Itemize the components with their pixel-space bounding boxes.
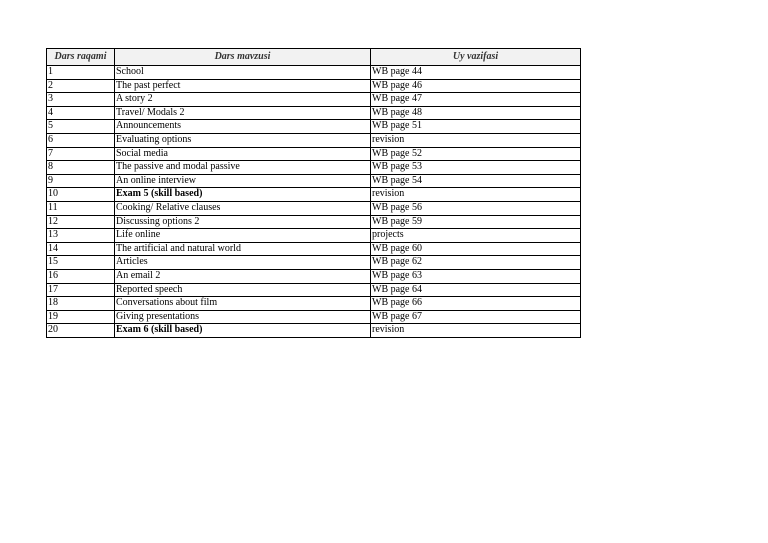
lesson-number-cell: 11	[47, 201, 115, 215]
lesson-number-cell: 2	[47, 79, 115, 93]
lesson-number-cell: 4	[47, 106, 115, 120]
table-row	[47, 133, 581, 147]
lesson-plan-table	[46, 48, 581, 338]
homework-cell: WB page 62	[371, 256, 581, 270]
lesson-topic-cell: Evaluating options	[115, 133, 371, 147]
lesson-topic-cell: Giving presentations	[115, 310, 371, 324]
homework-cell: WB page 60	[371, 242, 581, 256]
homework-cell: WB page 51	[371, 120, 581, 134]
lesson-topic-cell: An email 2	[115, 269, 371, 283]
homework-cell: projects	[371, 229, 581, 243]
table-row	[47, 66, 581, 80]
lesson-number-cell: 7	[47, 147, 115, 161]
lesson-number-cell: 15	[47, 256, 115, 270]
lesson-topic-cell: Life online	[115, 229, 371, 243]
lesson-topic-cell: Discussing options 2	[115, 215, 371, 229]
table-row	[47, 229, 581, 243]
homework-cell: WB page 66	[371, 297, 581, 311]
homework-cell: WB page 56	[371, 201, 581, 215]
table-row	[47, 79, 581, 93]
homework-cell: WB page 46	[371, 79, 581, 93]
table-row	[47, 161, 581, 175]
table-row	[47, 174, 581, 188]
homework-cell: WB page 63	[371, 269, 581, 283]
table-row	[47, 242, 581, 256]
lesson-number-cell: 16	[47, 269, 115, 283]
table-row	[47, 283, 581, 297]
lesson-topic-cell: Cooking/ Relative clauses	[115, 201, 371, 215]
lesson-topic-cell: The passive and modal passive	[115, 161, 371, 175]
table-header-row	[47, 49, 581, 66]
lesson-number-cell: 17	[47, 283, 115, 297]
table-row	[47, 310, 581, 324]
homework-cell: WB page 52	[371, 147, 581, 161]
table-row	[47, 188, 581, 202]
lesson-topic-cell: Announcements	[115, 120, 371, 134]
homework-cell: WB page 67	[371, 310, 581, 324]
homework-cell: WB page 53	[371, 161, 581, 175]
table-row	[47, 106, 581, 120]
homework-cell: WB page 64	[371, 283, 581, 297]
lesson-number-cell: 19	[47, 310, 115, 324]
homework-cell: WB page 48	[371, 106, 581, 120]
table-row	[47, 201, 581, 215]
lesson-number-cell: 8	[47, 161, 115, 175]
lesson-number-cell: 9	[47, 174, 115, 188]
lesson-topic-cell: The past perfect	[115, 79, 371, 93]
lesson-topic-cell: School	[115, 66, 371, 80]
lesson-number-cell: 13	[47, 229, 115, 243]
lesson-number-cell: 6	[47, 133, 115, 147]
lesson-topic-cell: Conversations about film	[115, 297, 371, 311]
lesson-topic-cell: Exam 6 (skill based)	[115, 324, 371, 338]
lesson-number-cell: 5	[47, 120, 115, 134]
table-row	[47, 93, 581, 107]
header-lesson-number: Dars raqami	[47, 49, 115, 66]
lesson-number-cell: 3	[47, 93, 115, 107]
lesson-number-cell: 1	[47, 66, 115, 80]
homework-cell: WB page 54	[371, 174, 581, 188]
table-row	[47, 120, 581, 134]
homework-cell: WB page 44	[371, 66, 581, 80]
lesson-number-cell: 14	[47, 242, 115, 256]
lesson-plan-sheet	[46, 48, 581, 338]
homework-cell: revision	[371, 188, 581, 202]
table-row	[47, 324, 581, 338]
homework-cell: WB page 59	[371, 215, 581, 229]
header-lesson-topic: Dars mavzusi	[115, 49, 371, 66]
lesson-topic-cell: Travel/ Modals 2	[115, 106, 371, 120]
homework-cell: WB page 47	[371, 93, 581, 107]
lesson-topic-cell: Reported speech	[115, 283, 371, 297]
lesson-number-cell: 10	[47, 188, 115, 202]
lesson-topic-cell: A story 2	[115, 93, 371, 107]
lesson-number-cell: 18	[47, 297, 115, 311]
lesson-topic-cell: The artificial and natural world	[115, 242, 371, 256]
table-row	[47, 297, 581, 311]
lesson-topic-cell: Social media	[115, 147, 371, 161]
header-homework: Uy vazifasi	[371, 49, 581, 66]
lesson-number-cell: 12	[47, 215, 115, 229]
table-body	[47, 66, 581, 338]
homework-cell: revision	[371, 133, 581, 147]
lesson-topic-cell: Articles	[115, 256, 371, 270]
lesson-number-cell: 20	[47, 324, 115, 338]
table-row	[47, 269, 581, 283]
lesson-topic-cell: Exam 5 (skill based)	[115, 188, 371, 202]
table-row	[47, 147, 581, 161]
lesson-topic-cell: An online interview	[115, 174, 371, 188]
homework-cell: revision	[371, 324, 581, 338]
table-row	[47, 256, 581, 270]
table-row	[47, 215, 581, 229]
